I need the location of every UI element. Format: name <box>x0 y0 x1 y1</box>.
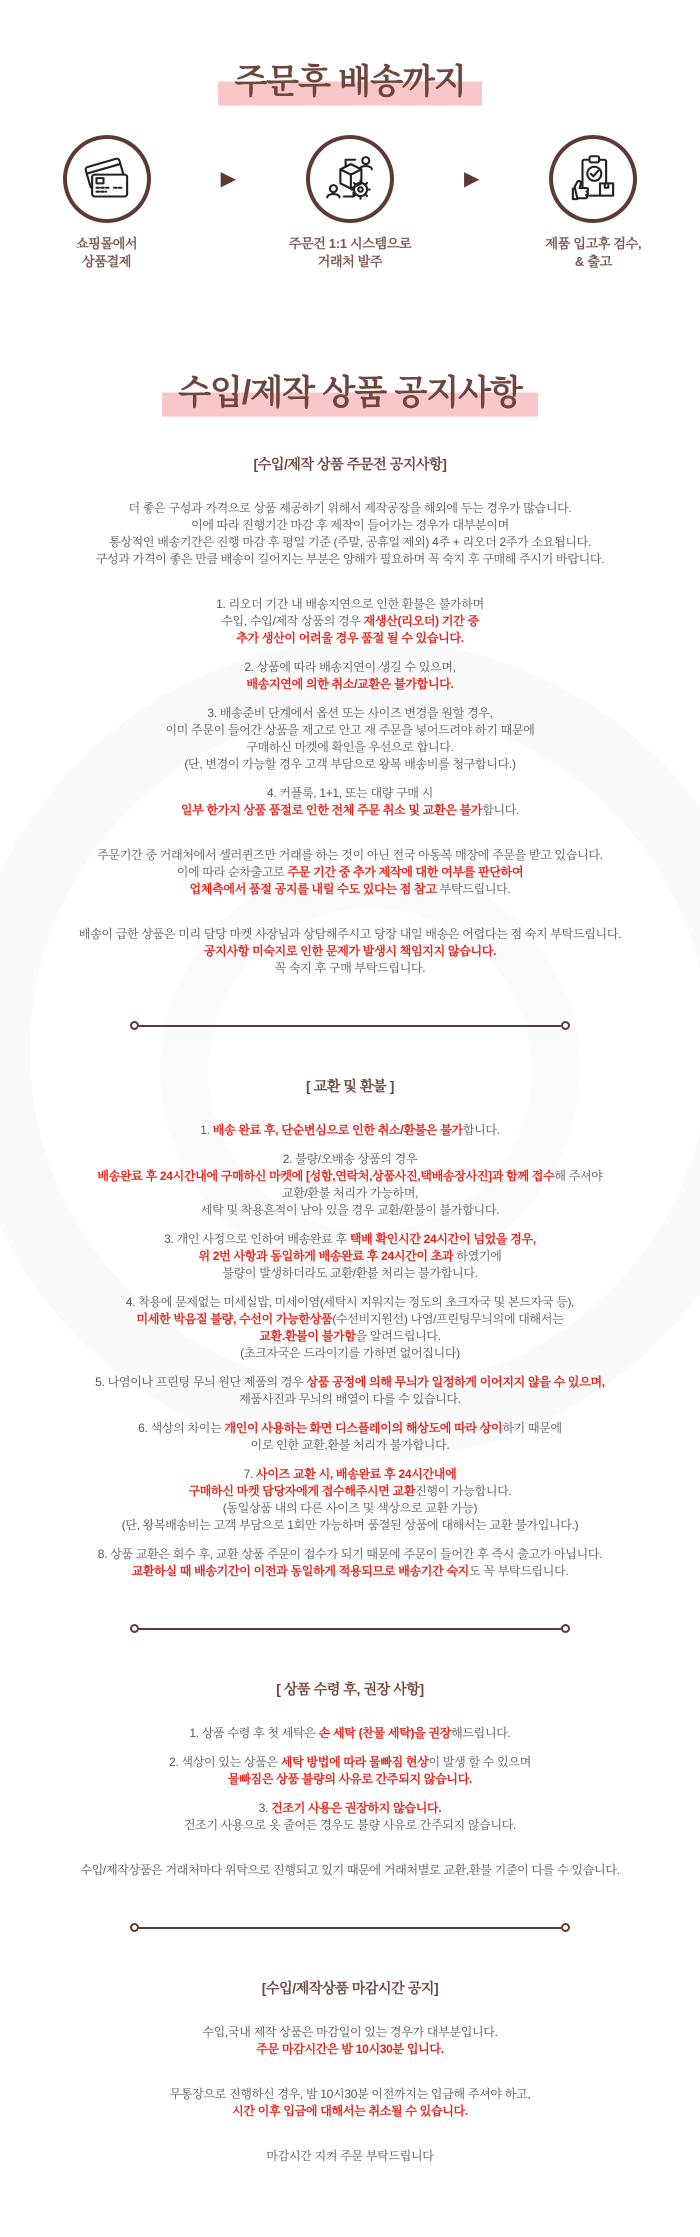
process-step-label <box>289 235 412 271</box>
text-segment: 3. 배송준비 단계에서 옵션 또는 사이즈 변경을 원할 경우, <box>207 706 493 721</box>
text-line <box>0 1328 700 1345</box>
notice-paragraph <box>0 1294 700 1362</box>
step-label-line: 주문건 1:1 시스템으로 <box>288 236 412 251</box>
text-segment: 불량이 발생하더라도 교환/환불 처리는 불가합니다. <box>222 1266 478 1281</box>
section-divider <box>130 1021 570 1030</box>
text-line <box>0 1466 700 1483</box>
inspection-icon <box>549 135 637 223</box>
text-segment: 사이즈 교환 시, 배송완료 후 24시간내에 <box>256 1467 457 1482</box>
text-segment: 위 2번 사항과 동일하게 배송완료 후 24시간이 초과 <box>198 1249 454 1264</box>
text-segment: 4. 착용에 문제없는 미세실밥, 미세이염(세탁시 지워지는 정도의 초크자국 및 본드자국 등), <box>125 1295 575 1310</box>
text-line <box>0 517 700 534</box>
text-segment: 이에 따라 진행기간 마감 후 제작이 들어가는 경우가 대부분이며 <box>191 518 509 533</box>
text-segment: (단, 왕복배송비는 고객 부담으로 1회만 가능하며 품절된 상품에 대해서는 교환 불가입니다.) <box>121 1518 579 1533</box>
process-step-order-system <box>262 135 438 271</box>
notice-paragraph <box>0 2086 700 2120</box>
text-segment: 3. 개인 사정으로 인하여 배송완료 후 <box>164 1232 350 1247</box>
notice-paragraph <box>0 785 700 819</box>
text-line <box>0 1771 700 1788</box>
notice-paragraph <box>0 847 700 898</box>
text-segment: 이에 따라 순차출고로 <box>176 865 288 880</box>
notice-paragraph <box>0 1374 700 1408</box>
notice-paragraph <box>0 1420 700 1454</box>
notice-paragraph <box>0 2024 700 2058</box>
divider-dot <box>561 1624 570 1633</box>
text-segment: 구매하신 마켓 담당자에게 접수해주시면 교환 <box>188 1484 416 1499</box>
text-segment: 주문기간 중 거래처에서 셀러퀸즈만 거래를 하는 것이 아닌 전국 아동복 매장에 주문을 받고 있습니다. <box>97 848 603 863</box>
text-segment: 세탁 및 착용흔적이 남아 있을 경우 교환/환불이 불가합니다. <box>200 1203 500 1218</box>
text-segment: 진행이 가능합니다. <box>415 1484 512 1499</box>
text-segment: 건조기 사용은 권장하지 않습니다. <box>271 1801 442 1816</box>
text-line <box>0 1420 700 1437</box>
page-content <box>0 52 700 2165</box>
text-segment: 무통장으로 진행하신 경우, 밤 10시30분 이전까지는 입금해 주셔야 하고, <box>169 2087 531 2102</box>
text-segment: 재생산(리오더) 기간 중 <box>363 614 479 629</box>
notice-paragraph <box>0 1754 700 1788</box>
arrow-right-icon: ▶ <box>220 168 236 190</box>
step-label-line: 상품결제 <box>82 254 132 270</box>
text-line <box>0 785 700 802</box>
step-label-line: 제품 입고후 검수, <box>545 236 642 251</box>
text-segment: 미세한 박음질 불량, 수선이 가능한상품 <box>136 1312 333 1327</box>
divider-line <box>139 1628 561 1630</box>
text-segment: 추가 생산이 어려울 경우 품절 될 수 있습니다. <box>236 631 464 646</box>
text-segment: 개인이 사용하는 화면 디스플레이의 해상도에 따라 상이 <box>224 1421 503 1436</box>
text-segment: 합니다. <box>482 803 520 818</box>
notice-paragraph <box>0 1546 700 1580</box>
text-line <box>0 1517 700 1534</box>
section-heading: [ 교환 및 환불 ] <box>305 1078 395 1095</box>
text-segment: 1. 상품 수령 후 첫 세탁은 <box>189 1726 319 1741</box>
text-line <box>0 1248 700 1265</box>
text-segment: 7. <box>243 1467 257 1482</box>
text-segment: 꼭 숙지 후 구매 부탁드립니다. <box>274 961 426 976</box>
text-line <box>0 722 700 739</box>
notice-paragraph <box>0 1725 700 1742</box>
process-step-label <box>546 235 642 271</box>
process-step-inspection <box>505 135 681 271</box>
text-line <box>0 756 700 773</box>
text-segment: 부탁드립니다. <box>436 882 511 897</box>
notice-paragraph <box>0 926 700 977</box>
section-divider <box>130 1624 570 1633</box>
text-line <box>0 1374 700 1391</box>
text-line <box>0 864 700 881</box>
text-segment: 을 알려드립니다. <box>355 1329 441 1344</box>
text-line <box>0 739 700 756</box>
text-segment: 더 좋은 구성과 가격으로 상품 제공하기 위해서 제작공장을 해외에 두는 경우가 많습니다. <box>128 501 572 516</box>
notice-paragraph <box>0 1151 700 1219</box>
notice-paragraph <box>0 1231 700 1282</box>
text-segment: 세탁 방법에 따라 물빠짐 현상 <box>280 1755 429 1770</box>
notice-body <box>0 454 700 2165</box>
text-segment: 1. 리오더 기간 내 배송지연으로 인한 환불은 불가하며 <box>216 597 484 612</box>
text-segment: 6. 색상의 차이는 <box>138 1421 225 1436</box>
notice-paragraph <box>0 705 700 773</box>
text-line <box>0 1862 700 1879</box>
text-line <box>0 2041 700 2058</box>
text-segment: 손 세탁 (찬물 세탁)을 권장 <box>318 1726 452 1741</box>
text-segment: 배송이 급한 상품은 미리 담당 마켓 사장님과 상담해주시고 당장 내일 배송은 어렵다는 점 숙지 부탁드립니다. <box>78 927 622 942</box>
text-line <box>0 1725 700 1742</box>
text-line <box>0 1202 700 1219</box>
text-line <box>0 2086 700 2103</box>
text-segment: 물빠짐은 상품 불량의 사유로 간주되지 않습니다. <box>227 1772 473 1787</box>
text-line <box>0 1345 700 1362</box>
text-line <box>0 926 700 943</box>
process-title-wrap <box>0 52 700 109</box>
text-segment: 합니다. <box>462 1123 500 1138</box>
text-segment: 5. 나염이나 프린팅 무늬 원단 제품의 경우 <box>95 1375 307 1390</box>
text-line <box>0 1168 700 1185</box>
text-line <box>0 1546 700 1563</box>
text-segment: 하였기에 <box>453 1249 502 1264</box>
text-segment: 해 주셔야 <box>554 1169 603 1184</box>
text-segment: 상품 공정에 의해 무늬가 일정하게 이어지지 않을 수 있으며, <box>306 1375 605 1390</box>
notice-paragraph <box>0 500 700 568</box>
notice-title-wrap <box>0 363 700 420</box>
text-line <box>0 1437 700 1454</box>
text-segment: 8. 상품 교환은 회수 후, 교환 상품 주문이 접수가 되기 때문에 주문이 들어간 후 즉시 출고가 아닙니다. <box>97 1547 603 1562</box>
step-label-line: 쇼핑몰에서 <box>75 236 138 251</box>
text-line <box>0 2103 700 2120</box>
text-segment: (동일상품 내의 다른 사이즈 및 색상으로 교환 가능) <box>222 1501 478 1516</box>
text-line <box>0 960 700 977</box>
text-segment: 하기 때문에 <box>502 1421 562 1436</box>
text-line <box>0 1817 700 1834</box>
step-label-line: 거래처 발주 <box>317 254 383 270</box>
process-step-payment <box>19 135 195 271</box>
text-segment: 이로 인한 교환,환불 처리가 불가합니다. <box>250 1438 450 1453</box>
divider-dot <box>130 1923 139 1932</box>
text-line <box>0 2024 700 2041</box>
text-line <box>0 1294 700 1311</box>
text-segment: (수선비지원선) 나염/프린팅무늬의에 대해서는 <box>332 1312 564 1327</box>
text-line <box>0 551 700 568</box>
notice-paragraph <box>0 1800 700 1834</box>
text-line <box>0 802 700 819</box>
divider-dot <box>561 1923 570 1932</box>
text-segment: 3. <box>258 1801 272 1816</box>
text-line <box>0 1122 700 1139</box>
text-segment: 배송지연에 의한 취소/교환은 불가합니다. <box>246 677 454 692</box>
credit-card-icon <box>63 135 151 223</box>
process-step-label <box>76 235 137 271</box>
text-line <box>0 596 700 613</box>
text-segment: 시간 이후 입금에 대해서는 취소될 수 있습니다. <box>232 2104 468 2119</box>
text-segment: 배송완료 후 24시간내에 구매하신 마켓에 [성함,연락처,상품사진,택배송장사진]과 함께 접수 <box>97 1169 555 1184</box>
text-segment: 해드립니다. <box>451 1726 511 1741</box>
text-segment: 업체측에서 품절 공지를 내릴 수도 있다는 점 참고 <box>189 882 437 897</box>
text-line <box>0 1231 700 1248</box>
text-line <box>0 705 700 722</box>
text-line <box>0 943 700 960</box>
text-segment: 통상적인 배송기간은 진행 마감 후 평일 기준 (주말, 공휴일 제외) 4주 + 리오더 2주가 소요됩니다. <box>109 535 591 550</box>
notice-paragraph <box>0 1862 700 1879</box>
text-line <box>0 881 700 898</box>
text-segment: 주문 마감시간은 밤 10시30분 입니다. <box>256 2042 444 2057</box>
text-line <box>0 2148 700 2165</box>
notice-paragraph <box>0 1466 700 1534</box>
notice-title: 수입/제작 상품 공지사항 <box>162 363 538 420</box>
text-line <box>0 1563 700 1580</box>
text-segment: 1. <box>200 1123 213 1138</box>
text-segment: 도 꼭 부탁드립니다. <box>468 1564 569 1579</box>
text-line <box>0 500 700 517</box>
section-heading: [수입/제작 상품 주문전 공지사항] <box>253 456 447 473</box>
text-line <box>0 659 700 676</box>
order-system-icon <box>306 135 394 223</box>
divider-line <box>139 1927 561 1929</box>
text-line <box>0 1754 700 1771</box>
notice-paragraph <box>0 596 700 647</box>
notice-paragraph <box>0 2148 700 2165</box>
text-segment: 주문 기간 중 추가 제작에 대한 여부를 판단하여 <box>287 865 524 880</box>
step-label-line: & 출고 <box>574 254 612 270</box>
text-segment: 2. 상품에 따라 배송지연이 생길 수 있으며, <box>244 660 456 675</box>
divider-dot <box>130 1624 139 1633</box>
notice-paragraph <box>0 659 700 693</box>
text-segment: 공지사항 미숙지로 인한 문제가 발생시 책임지지 않습니다. <box>203 944 497 959</box>
text-segment: 교환하실 때 배송기간이 이전과 동일하게 적용되므로 배송기간 숙지 <box>131 1564 469 1579</box>
text-line <box>0 613 700 630</box>
text-segment: 교환.환불이 불가함 <box>259 1329 356 1344</box>
text-line <box>0 534 700 551</box>
text-line <box>0 630 700 647</box>
text-line <box>0 676 700 693</box>
text-line <box>0 1185 700 1202</box>
text-segment: 이 발생 할 수 있으며 <box>428 1755 532 1770</box>
text-segment: (단, 변경이 가능할 경우 고객 부담으로 왕복 배송비를 청구합니다.) <box>184 757 516 772</box>
text-segment: 택배 확인시간 24시간이 넘었을 경우, <box>349 1232 536 1247</box>
text-segment: 수입/제작상품은 거래처마다 위탁으로 진행되고 있기 때문에 거래처별로 교환,환불 기준이 다를 수 있습니다. <box>80 1863 620 1878</box>
text-segment: 마감시간 지켜 주문 부탁드립니다 <box>266 2149 434 2164</box>
text-segment: 수입,국내 제작 상품은 마감일이 있는 경우가 대부분입니다. <box>202 2025 498 2040</box>
text-segment: 구매하신 마켓에 확인을 우선으로 합니다. <box>246 740 454 755</box>
text-line <box>0 1391 700 1408</box>
text-segment: 구성과 가격이 좋은 만큼 배송이 길어지는 부분은 양해가 필요하며 꼭 숙지 후 구매해 주시기 바랍니다. <box>95 552 605 567</box>
text-segment: 배송 완료 후, 단순변심으로 인한 취소/환불은 불가 <box>212 1123 463 1138</box>
text-line <box>0 847 700 864</box>
section-heading: [수입/제작상품 마감시간 공지] <box>261 1980 439 1997</box>
notice-paragraph <box>0 1122 700 1139</box>
text-line <box>0 1265 700 1282</box>
process-steps <box>0 135 700 271</box>
section-heading: [ 상품 수령 후, 권장 사항] <box>276 1681 424 1698</box>
text-segment: 2. 불량/오배송 상품의 경우 <box>282 1152 418 1167</box>
text-segment: 수입, 수입/제작 상품의 경우 <box>221 614 364 629</box>
text-segment: 2. 색상이 있는 상품은 <box>168 1755 281 1770</box>
text-line <box>0 1311 700 1328</box>
section-divider <box>130 1923 570 1932</box>
text-line <box>0 1800 700 1817</box>
divider-dot <box>130 1021 139 1030</box>
text-segment: 제품사진과 무늬의 배열이 다를 수 있습니다. <box>239 1392 461 1407</box>
text-segment: 일부 한가지 상품 품절로 인한 전체 주문 취소 및 교환은 불가 <box>180 803 483 818</box>
text-line <box>0 1151 700 1168</box>
divider-line <box>139 1025 561 1027</box>
text-segment: (초크자국은 드라이기를 가하면 없어집니다) <box>240 1346 460 1361</box>
text-segment: 건조기 사용으로 옷 줄어든 경우도 불량 사유로 간주되지 않습니다. <box>183 1818 517 1833</box>
arrow-right-icon: ▶ <box>464 168 480 190</box>
text-segment: 이미 주문이 들어간 상품을 재고로 안고 재 주문을 넣어드려야 하기 때문에 <box>165 723 535 738</box>
text-line <box>0 1500 700 1517</box>
divider-dot <box>561 1021 570 1030</box>
text-line <box>0 1483 700 1500</box>
text-segment: 교환/환불 처리가 가능하며, <box>281 1186 419 1201</box>
text-segment: 4. 커플룩, 1+1, 또는 대량 구매 시 <box>266 786 434 801</box>
process-title: 주문후 배송까지 <box>218 52 481 109</box>
